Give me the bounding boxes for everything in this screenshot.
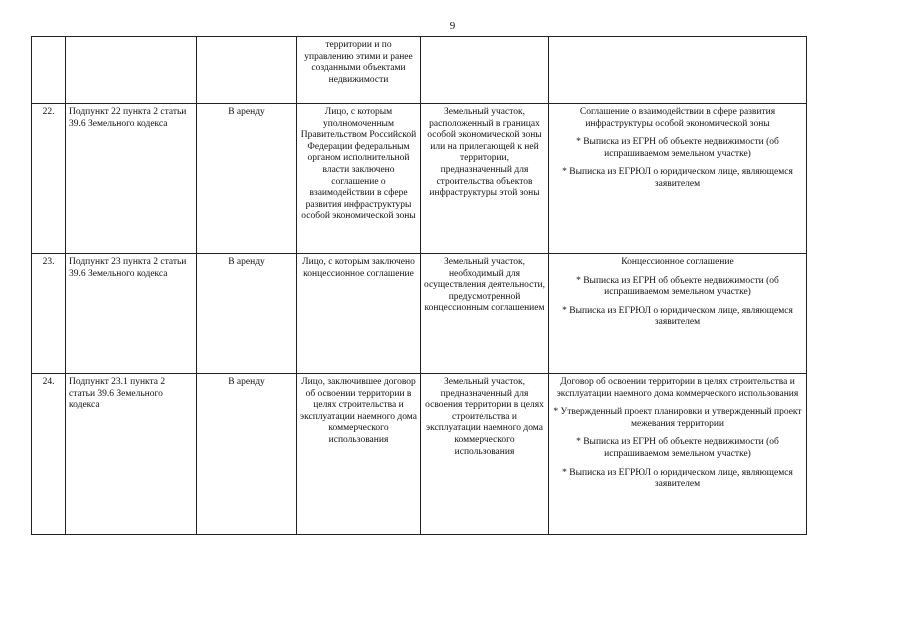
cell-provision-type: В аренду [197, 104, 297, 254]
cell-land-plot: Земельный участок, предназначенный для освоения территории в целях строительства и эксплуатации наемного дома коммерческого использования [421, 374, 549, 535]
cell-applicant: Лицо, с которым заключено концессионное соглашение [297, 254, 421, 374]
document-item: * Выписка из ЕГРН об объекте недвижимости (об испрашиваемом земельном участке) [576, 137, 779, 159]
table-row [32, 374, 807, 535]
cell-provision-type [197, 37, 297, 104]
cell-number: 22. [32, 104, 66, 254]
cell-legal-basis: Подпункт 22 пункта 2 статьи 39.6 Земельного кодекса [66, 104, 197, 254]
cell-documents [549, 374, 807, 535]
document-item: Договор об освоении территории в целях строительства и эксплуатации наемного дома коммерческого использования [556, 377, 799, 399]
document-item: Концессионное соглашение [621, 257, 734, 267]
cell-number: 24. [32, 374, 66, 535]
cell-documents [549, 254, 807, 374]
document-item: * Выписка из ЕГРН об объекте недвижимости (об испрашиваемом земельном участке) [576, 437, 779, 459]
document-item: * Утвержденный проект планировки и утвержденный проект межевания территории [553, 407, 802, 429]
cell-applicant: территории и по управлению этими и ранее созданными объектами недвижимости [297, 37, 421, 104]
land-provision-table [31, 36, 807, 535]
cell-documents [549, 37, 807, 104]
cell-land-plot: Земельный участок, необходимый для осуществления деятельности, предусмотренной концессионным соглашением [421, 254, 549, 374]
page-number: 9 [449, 20, 456, 32]
document-item: * Выписка из ЕГРН об объекте недвижимости (об испрашиваемом земельном участке) [576, 275, 779, 298]
cell-land-plot: Земельный участок, расположенный в границах особой экономической зоны или на прилегающей к ней территории, предназначенный для строительства объектов инфраструктуры этой зоны [421, 104, 549, 254]
table-row [32, 104, 807, 254]
table-row-continuation [32, 37, 807, 104]
document-item: * Выписка из ЕГРЮЛ о юридическом лице, являющемся заявителем [562, 467, 793, 490]
cell-number [32, 37, 66, 104]
cell-legal-basis: Подпункт 23.1 пункта 2 статьи 39.6 Земельного кодекса [66, 374, 197, 535]
cell-legal-basis: Подпункт 23 пункта 2 статьи 39.6 Земельного кодекса [66, 254, 197, 374]
table-row [32, 254, 807, 374]
document-item: Соглашение о взаимодействии в сфере развития инфраструктуры особой экономической зоны [579, 107, 776, 129]
cell-provision-type: В аренду [197, 374, 297, 535]
cell-applicant: Лицо, заключившее договор об освоении территории в целях строительства и эксплуатации наемного дома коммерческого использования [297, 374, 421, 535]
cell-number: 23. [32, 254, 66, 374]
document-item: * Выписка из ЕГРЮЛ о юридическом лице, являющемся заявителем [562, 167, 793, 189]
cell-documents [549, 104, 807, 254]
cell-legal-basis [66, 37, 197, 104]
document-item: * Выписка из ЕГРЮЛ о юридическом лице, являющемся заявителем [562, 305, 793, 328]
cell-land-plot [421, 37, 549, 104]
cell-applicant: Лицо, с которым уполномоченным Правительством Российской Федерации федеральным органом исполнительной власти заключено соглашение о взаимодействии в сфере развития инфраструктуры особой экономической зоны [297, 104, 421, 254]
cell-provision-type: В аренду [197, 254, 297, 374]
